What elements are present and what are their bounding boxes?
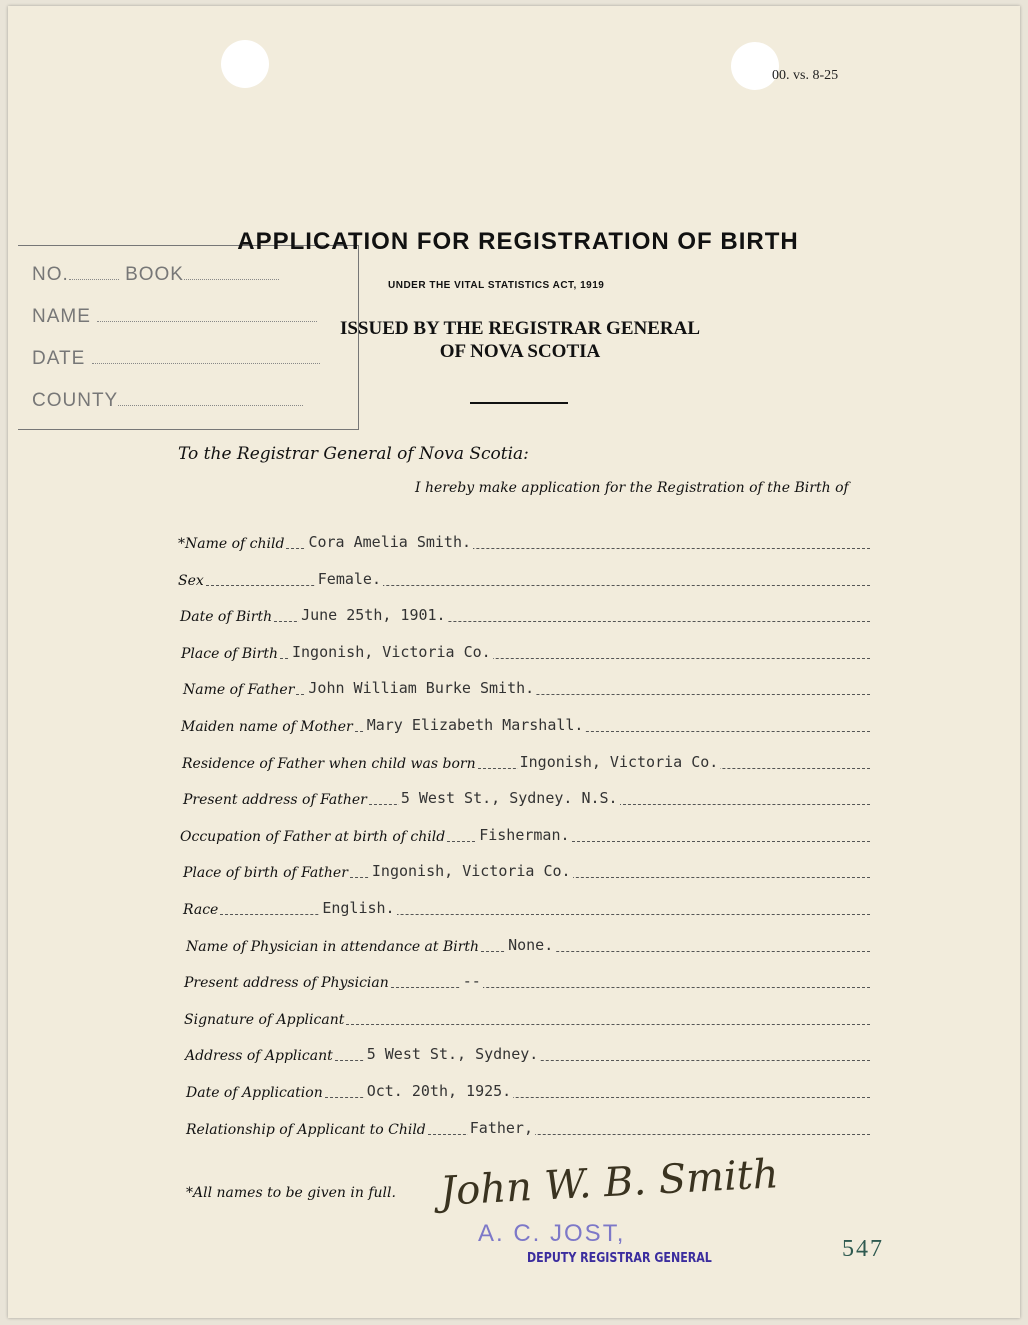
applicant-signature: John W. B. Smith <box>439 1151 780 1215</box>
field-line <box>335 1042 870 1064</box>
document-title: APPLICATION FOR REGISTRATION OF BIRTH <box>237 228 799 255</box>
field-label: Place of birth of Father <box>183 865 348 882</box>
field-value: Cora Amelia Smith. <box>308 533 472 551</box>
field-label: Place of Birth <box>181 645 278 662</box>
form-field <box>183 678 870 698</box>
field-line <box>346 1006 870 1025</box>
form-field <box>183 898 870 918</box>
field-line <box>369 786 870 808</box>
no-label: NO. <box>32 264 69 285</box>
form-field <box>182 752 870 772</box>
form-field <box>186 1081 870 1101</box>
field-value: John William Burke Smith. <box>308 679 535 698</box>
stamp-title: DEPUTY REGISTRAR GENERAL <box>527 1251 712 1266</box>
field-line <box>391 969 870 991</box>
field-value: Mary Elizabeth Marshall. <box>366 716 584 734</box>
form-field <box>181 715 870 735</box>
field-value: None. <box>508 935 554 954</box>
field-label: Present address of Father <box>183 792 367 809</box>
field-label: *Name of child <box>178 536 285 552</box>
form-field <box>185 1044 870 1064</box>
field-line <box>325 1079 870 1098</box>
field-line <box>447 823 870 842</box>
field-line <box>286 530 870 549</box>
county-label: COUNTY <box>32 390 119 411</box>
field-value: Father, <box>469 1118 533 1137</box>
field-value: Oct. 20th, 1925. <box>366 1082 512 1100</box>
field-line <box>478 750 870 769</box>
field-label: Date of Birth <box>180 609 273 626</box>
form-field <box>178 532 870 552</box>
salutation: To the Registrar General of Nova Scotia: <box>178 444 529 464</box>
field-value: 5 West St., Sydney. N.S. <box>400 789 618 808</box>
form-field <box>184 1008 870 1028</box>
intro-text: I hereby make application for the Registration of the Birth of <box>415 480 849 496</box>
field-line <box>428 1116 870 1135</box>
field-label: Maiden name of Mother <box>181 719 353 735</box>
form-field <box>183 861 870 881</box>
document-subtitle: UNDER THE VITAL STATISTICS ACT, 1919 <box>388 280 605 291</box>
field-line <box>350 859 870 881</box>
form-field <box>180 825 870 845</box>
form-field <box>178 569 870 589</box>
field-label: Name of Physician in attendance at Birth <box>186 938 480 955</box>
record-number: 547 <box>842 1236 884 1262</box>
field-label: Present address of Physician <box>184 975 389 992</box>
field-value: -- <box>462 972 481 991</box>
field-value: Ingonish, Victoria Co. <box>519 752 719 771</box>
field-line <box>481 933 870 952</box>
field-label: Sex <box>178 572 204 589</box>
issuer-line-1: ISSUED BY THE REGISTRAR GENERAL <box>339 318 701 339</box>
divider <box>470 402 568 404</box>
form-field <box>181 642 870 662</box>
field-line <box>206 567 870 586</box>
date-label: DATE <box>32 348 86 369</box>
field-value: Fisherman. <box>479 825 570 844</box>
field-line <box>296 676 870 698</box>
field-line <box>274 603 870 625</box>
issuer-line-2: OF NOVA SCOTIA <box>439 341 601 362</box>
form-field <box>186 935 870 955</box>
field-label: Relationship of Applicant to Child <box>186 1121 426 1138</box>
field-label: Race <box>183 902 219 918</box>
field-value: Ingonish, Victoria Co. <box>371 862 571 881</box>
field-value: Female. <box>317 569 381 588</box>
field-value: English. <box>322 899 395 917</box>
field-line <box>220 896 870 915</box>
stamp-name: A. C. JOST, <box>478 1220 626 1247</box>
field-value: 5 West St., Sydney. <box>366 1045 539 1064</box>
field-label: Date of Application <box>186 1085 323 1101</box>
issuer <box>300 317 740 363</box>
book-label: BOOK <box>125 264 184 285</box>
field-label: Residence of Father when child was born <box>182 755 476 772</box>
field-value: June 25th, 1901. <box>301 606 446 625</box>
form-field <box>180 605 870 625</box>
field-value: Ingonish, Victoria Co. <box>291 642 491 661</box>
field-label: Name of Father <box>183 682 295 699</box>
field-label: Address of Applicant <box>185 1048 333 1065</box>
form-field <box>183 788 870 808</box>
form-number: 00. vs. 8-25 <box>772 68 839 83</box>
field-label: Occupation of Father at birth of child <box>180 828 446 845</box>
form-field <box>184 971 870 991</box>
footnote: *All names to be given in full. <box>186 1185 396 1201</box>
field-line <box>355 713 870 732</box>
form-field <box>186 1118 870 1138</box>
punch-hole <box>221 40 269 88</box>
field-line <box>280 640 870 659</box>
name-label: NAME <box>32 306 91 327</box>
field-label: Signature of Applicant <box>184 1011 345 1028</box>
